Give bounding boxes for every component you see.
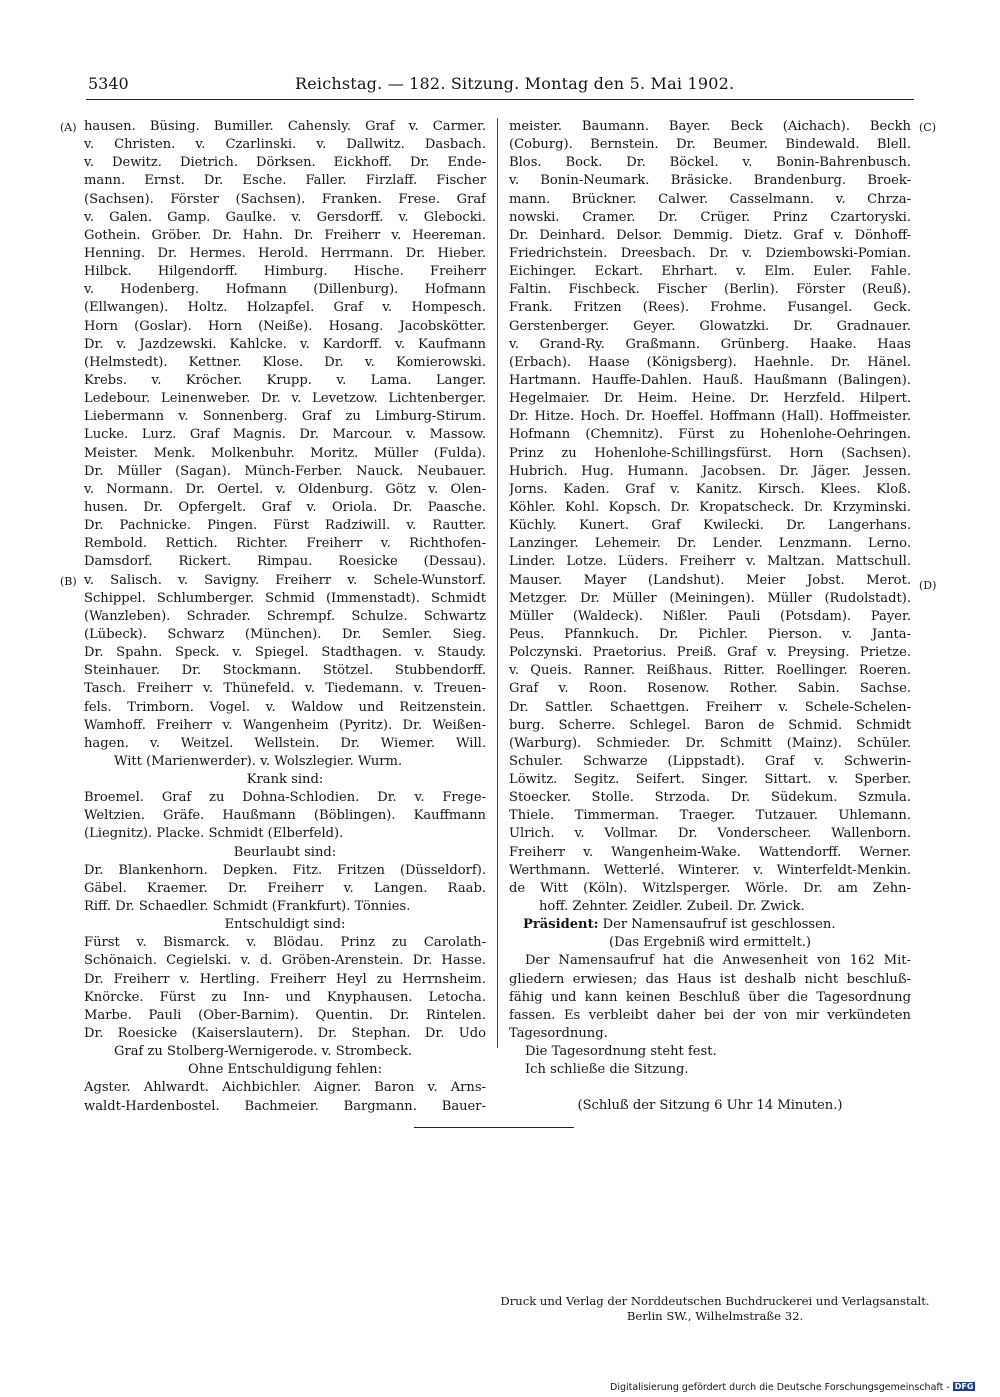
text-line: (Lübeck). Schwarz (München). Dr. Semler. Sieg. [84, 626, 486, 642]
text-line: Knörcke. Fürst zu Inn- und Knyphausen. Letocha. [84, 989, 486, 1005]
ohne-list [84, 1079, 486, 1115]
right-wrap-line: hoff. Zehnter. Zeidler. Zubeil. Dr. Zwick. [539, 899, 805, 915]
text-line: v. Salisch. v. Savigny. Freiherr v. Schele-Wunstorf. [84, 572, 486, 588]
text-line: fähig und kann keinen Beschluß über die Tagesordnung [509, 989, 911, 1005]
text-line: Tasch. Freiherr v. Thünefeld. v. Tiedemann. v. Treuen- [84, 681, 486, 697]
section-heading-entschuldigt: Entschuldigt sind: [224, 917, 346, 933]
imprint-line-1: Druck und Verlag der Norddeutschen Buchdruckerei und Verlagsanstalt. [500, 1294, 930, 1308]
text-line: Gäbel. Kraemer. Dr. Freiherr v. Langen. Raab. [84, 880, 486, 896]
page-number: 5340 [88, 74, 129, 93]
text-line: burg. Scherre. Schlegel. Baron de Schmid. Schmidt [509, 717, 911, 733]
column-divider [497, 118, 498, 1048]
text-line: Steinhauer. Dr. Stockmann. Stötzel. Stubbendorff. [84, 663, 486, 679]
text-line: Schuler. Schwarze (Lippstadt). Graf v. Schwerin- [509, 753, 911, 769]
text-line: Der Namensaufruf hat die Anwesenheit von 162 Mit- [525, 953, 911, 969]
text-line: v. Grand-Ry. Graßmann. Grünberg. Haake. Haas [509, 336, 911, 352]
text-line: (Ellwangen). Holtz. Holzapfel. Graf v. Hompesch. [84, 300, 486, 316]
president-text: Der Namensaufruf ist geschlossen. [602, 917, 836, 933]
text-line: (Warburg). Schmieder. Dr. Schmitt (Mainz). Schüler. [509, 735, 911, 751]
agenda-line: Die Tagesordnung steht fest. [525, 1044, 717, 1060]
text-line: fels. Trimborn. Vogel. v. Waldow und Reitzenstein. [84, 699, 486, 715]
text-line: Friedrichstein. Dreesbach. Dr. v. Dziembowski-Pomian. [509, 245, 911, 261]
text-line: Mauser. Mayer (Landshut). Meier Jobst. Merot. [509, 572, 911, 588]
text-line: Metzger. Dr. Müller (Meiningen). Müller (Rudolstadt). [509, 590, 911, 606]
running-head: Reichstag. — 182. Sitzung. Montag den 5. Mai 1902. [295, 74, 735, 93]
text-line: Witt (Marienwerder). v. Wolszlegier. Wurm. [114, 753, 403, 769]
text-line: Dr. Blankenhorn. Depken. Fitz. Fritzen (Düsseldorf). [84, 862, 486, 878]
text-line: v. Normann. Dr. Oertel. v. Oldenburg. Götz v. Olen- [84, 481, 486, 497]
text-line: Graf zu Stolberg-Wernigerode. v. Strombeck. [114, 1044, 413, 1060]
text-line: hausen. Büsing. Bumiller. Cahensly. Graf v. Carmer. [84, 119, 486, 134]
text-line: v. Hodenberg. Hofmann (Dillenburg). Hofmann [84, 282, 486, 298]
text-line: Damsdorf. Rickert. Rimpau. Roesicke (Dessau). [84, 554, 486, 570]
text-line: Tagesordnung. [509, 1026, 608, 1042]
left-column [84, 118, 486, 1116]
text-line: Müller (Waldeck). Nißler. Pauli (Potsdam). Payer. [509, 608, 911, 624]
text-line: Liebermann v. Sonnenberg. Graf zu Limburg-Stirum. [84, 409, 486, 425]
margin-marker-b: (B) [60, 575, 77, 588]
krank-list [84, 789, 486, 843]
text-line: Agster. Ahlwardt. Aichbichler. Aigner. Baron v. Arns- [84, 1080, 486, 1096]
text-line: Gerstenberger. Geyer. Glowatzki. Dr. Gradnauer. [509, 318, 911, 334]
text-line: Krebs. v. Kröcher. Krupp. v. Lama. Langer. [84, 372, 486, 388]
text-line: Hubrich. Hug. Humann. Jacobsen. Dr. Jäger. Jessen. [509, 463, 911, 479]
text-line: Dr. Spahn. Speck. v. Spiegel. Stadthagen. v. Staudy. [84, 645, 486, 661]
text-line: v. Christen. v. Czarlinski. v. Dallwitz. Dasbach. [84, 137, 486, 153]
imprint [480, 1294, 950, 1324]
closing-line: Ich schließe die Sitzung. [525, 1062, 689, 1078]
text-line: Marbe. Pauli (Ober-Barnim). Quentin. Dr. Rintelen. [84, 1007, 486, 1023]
text-line: Dr. Sattler. Schaettgen. Freiherr v. Schele-Schelen- [509, 699, 911, 715]
text-line: v. Galen. Gamp. Gaulke. v. Gersdorff. v. Glebocki. [84, 209, 486, 225]
text-line: Peus. Pfannkuch. Dr. Pichler. Pierson. v. Janta- [509, 626, 911, 642]
text-line: mann. Brückner. Calwer. Casselmann. v. Chrza- [509, 191, 911, 207]
text-line: Hilbck. Hilgendorff. Himburg. Hische. Freiherr [84, 264, 486, 280]
imprint-line-2: Berlin SW., Wilhelmstraße 32. [626, 1309, 804, 1323]
text-line: Eichinger. Eckart. Ehrhart. v. Elm. Euler. Fahle. [509, 264, 911, 280]
text-line: (Erbach). Haase (Königsberg). Haehnle. Dr. Hänel. [509, 354, 911, 370]
text-line: Thiele. Timmerman. Traeger. Tutzauer. Uhlemann. [509, 808, 911, 824]
text-line: Ulrich. v. Vollmar. Dr. Vonderscheer. Wallenborn. [509, 826, 911, 842]
section-heading-beurlaubt: Beurlaubt sind: [233, 844, 337, 860]
spacer [509, 1079, 911, 1097]
text-line: Dr. Deinhard. Delsor. Demmig. Dietz. Graf v. Dönhoff- [509, 227, 911, 243]
text-line: Löwitz. Segitz. Seifert. Singer. Sittart. v. Sperber. [509, 772, 911, 788]
text-line: Prinz zu Hohenlohe-Schillingsfürst. Horn (Sachsen). [509, 445, 911, 461]
president-paragraph [509, 952, 911, 1043]
text-line: Henning. Dr. Hermes. Herold. Herrmann. Dr. Hieber. [84, 245, 486, 261]
text-line: Blos. Bock. Dr. Böckel. v. Bonin-Bahrenbusch. [509, 155, 911, 171]
text-line: Ledebour. Leinenweber. Dr. v. Levetzow. Lichtenberger. [84, 391, 486, 407]
text-line: Meister. Menk. Molkenbuhr. Moritz. Müller (Fulda). [84, 445, 486, 461]
text-line: Polczynski. Praetorius. Preiß. Graf v. Preysing. Prietze. [509, 645, 911, 661]
right-name-list [509, 118, 911, 898]
result-line: (Das Ergebniß wird ermittelt.) [609, 935, 811, 951]
text-line: Küchly. Kunert. Graf Kwilecki. Dr. Langerhans. [509, 518, 911, 534]
text-line: gliedern erwiesen; das Haus ist deshalb nicht beschluß- [509, 971, 911, 987]
text-line: Hegelmaier. Dr. Heim. Heine. Dr. Herzfeld. Hilpert. [509, 391, 911, 407]
text-line: Hartmann. Hauffe-Dahlen. Hauß. Haußmann (Balingen). [509, 372, 911, 388]
session-end-note: (Schluß der Sitzung 6 Uhr 14 Minuten.) [577, 1098, 843, 1114]
text-line: Werthmann. Wetterlé. Winterer. v. Winterfeldt-Menkin. [509, 862, 911, 878]
text-line: Faltin. Fischbeck. Fischer (Berlin). Förster (Reuß). [509, 282, 911, 298]
president-line [509, 916, 911, 934]
text-line: Dr. Müller (Sagan). Münch-Ferber. Nauck. Neubauer. [84, 463, 486, 479]
president-label: Präsident: [523, 917, 599, 933]
text-line: (Coburg). Bernstein. Dr. Beumer. Bindewald. Blell. [509, 137, 911, 153]
text-line: v. Bonin-Neumark. Bräsicke. Brandenburg. Broek- [509, 173, 911, 189]
text-line: Frank. Fritzen (Rees). Frohme. Fusangel. Geck. [509, 300, 911, 316]
beurlaubt-list [84, 862, 486, 916]
text-line: (Sachsen). Förster (Sachsen). Franken. Frese. Graf [84, 191, 486, 207]
margin-marker-d: (D) [919, 579, 937, 592]
text-line: Lanzinger. Lehemeir. Dr. Lender. Lenzmann. Lerno. [509, 536, 911, 552]
text-line: meister. Baumann. Bayer. Beck (Aichach). Beckh [509, 119, 911, 134]
text-line: Horn (Goslar). Horn (Neiße). Hosang. Jacobskötter. [84, 318, 486, 334]
text-line: Broemel. Graf zu Dohna-Schlodien. Dr. v. Frege- [84, 790, 486, 806]
text-line: v. Dewitz. Dietrich. Dörksen. Eickhoff. Dr. Ende- [84, 155, 486, 171]
text-line: Dr. Roesicke (Kaiserslautern). Dr. Stephan. Dr. Udo [84, 1026, 486, 1042]
text-line: (Liegnitz). Placke. Schmidt (Elberfeld). [84, 826, 344, 842]
text-line: Linder. Lotze. Lüders. Freiherr v. Maltzan. Mattschull. [509, 554, 911, 570]
right-column [509, 118, 911, 1116]
margin-marker-a: (A) [60, 121, 77, 134]
text-line: Rembold. Rettich. Richter. Freiherr v. Richthofen- [84, 536, 486, 552]
text-line: Schippel. Schlumberger. Schmid (Immenstadt). Schmidt [84, 590, 486, 606]
text-line: Riff. Dr. Schaedler. Schmidt (Frankfurt). Tönnies. [84, 899, 411, 915]
text-line: Wamhoff. Freiherr v. Wangenheim (Pyritz). Dr. Weißen- [84, 717, 486, 733]
text-line: hagen. v. Weitzel. Wellstein. Dr. Wiemer. Will. [84, 735, 486, 751]
entschuldigt-list [84, 934, 486, 1061]
text-line: v. Queis. Ranner. Reißhaus. Ritter. Roellinger. Roeren. [509, 663, 911, 679]
header-rule [86, 99, 914, 100]
section-heading-krank: Krank sind: [246, 772, 324, 788]
text-line: de Witt (Köln). Witzlsperger. Wörle. Dr. am Zehn- [509, 880, 911, 896]
text-line: fassen. Es verbleibt daher bei der von mir verkündeten [509, 1007, 911, 1023]
text-line: Dr. Freiherr v. Hertling. Freiherr Heyl zu Herrnsheim. [84, 971, 486, 987]
text-line: Köhler. Kohl. Kopsch. Dr. Kropatscheck. Dr. Krzyminski. [509, 499, 911, 515]
text-line: Jorns. Kaden. Graf v. Kanitz. Kirsch. Klees. Kloß. [509, 481, 911, 497]
text-line: waldt-Hardenbostel. Bachmeier. Bargmann. Bauer- [84, 1098, 486, 1114]
text-line: Freiherr v. Wangenheim-Wake. Wattendorff. Werner. [509, 844, 911, 860]
text-line: Lucke. Lurz. Graf Magnis. Dr. Marcour. v. Massow. [84, 427, 486, 443]
text-line: mann. Ernst. Dr. Esche. Faller. Firzlaff. Fischer [84, 173, 486, 189]
text-line: Dr. v. Jazdzewski. Kahlcke. v. Kardorff. v. Kaufmann [84, 336, 486, 352]
text-line: husen. Dr. Opfergelt. Graf v. Oriola. Dr. Paasche. [84, 499, 486, 515]
text-line: (Wanzleben). Schrader. Schrempf. Schulze. Schwartz [84, 608, 486, 624]
text-line: Hofmann (Chemnitz). Fürst zu Hohenlohe-Oehringen. [509, 427, 911, 443]
text-line: Fürst v. Bismarck. v. Blödau. Prinz zu Carolath- [84, 935, 486, 951]
text-line: Schönaich. Cegielski. v. d. Gröben-Arenstein. Dr. Hasse. [84, 953, 486, 969]
end-rule [414, 1127, 574, 1128]
text-line: Dr. Pachnicke. Pingen. Fürst Radziwill. v. Rautter. [84, 518, 486, 534]
digitization-footer [610, 1382, 975, 1393]
digitization-text: Digitalisierung gefördert durch die Deutsche Forschungsgemeinschaft - [610, 1382, 950, 1393]
section-heading-ohne: Ohne Entschuldigung fehlen: [187, 1062, 383, 1078]
text-line: Stoecker. Stolle. Strzoda. Dr. Südekum. Szmula. [509, 790, 911, 806]
text-line: Weltzien. Gräfe. Haußmann (Böblingen). Kauffmann [84, 808, 486, 824]
text-line: nowski. Cramer. Dr. Crüger. Prinz Czartoryski. [509, 209, 911, 225]
text-line: Gothein. Gröber. Dr. Hahn. Dr. Freiherr v. Heereman. [84, 227, 486, 243]
text-line: Graf v. Roon. Rosenow. Rother. Sabin. Sachse. [509, 681, 911, 697]
text-line: Dr. Hitze. Hoch. Dr. Hoeffel. Hoffmann (Hall). Hoffmeister. [509, 409, 911, 425]
text-line: (Helmstedt). Kettner. Klose. Dr. v. Komierowski. [84, 354, 486, 370]
margin-marker-c: (C) [919, 121, 936, 134]
dfg-logo-icon: DFG [954, 1382, 974, 1391]
left-name-list [84, 118, 486, 771]
